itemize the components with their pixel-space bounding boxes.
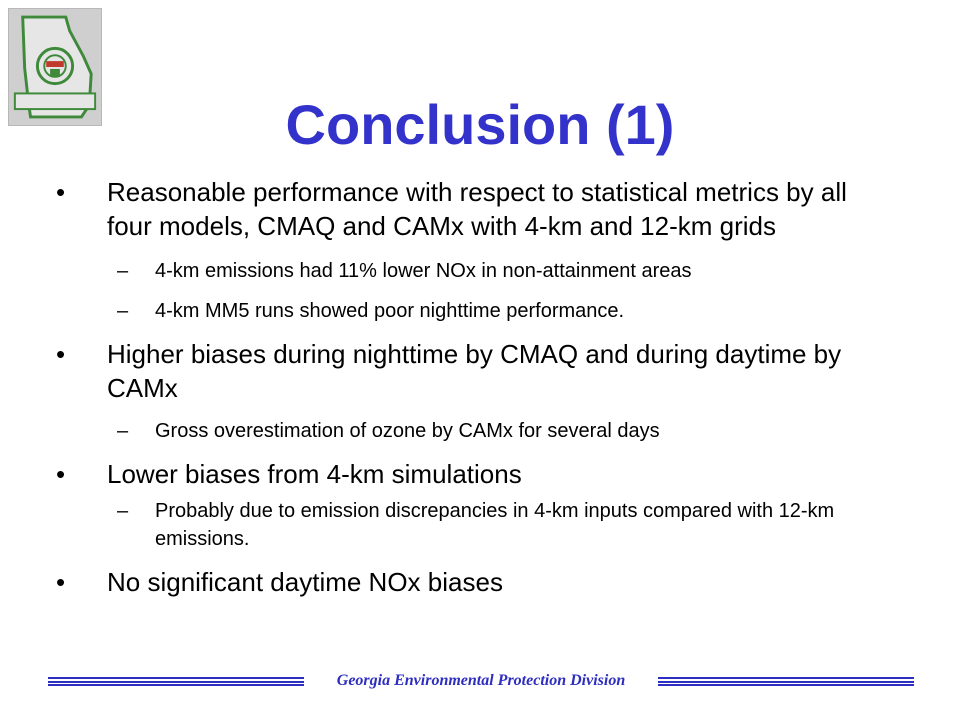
sub-bullet-item bbox=[0, 417, 845, 445]
footer-text: Georgia Environmental Protection Division bbox=[336, 672, 626, 689]
page-title: Conclusion (1) bbox=[285, 93, 675, 156]
bullet-symbol: • bbox=[56, 567, 66, 597]
bullet-symbol: • bbox=[56, 339, 66, 369]
sub-bullet-symbol: – bbox=[117, 500, 129, 522]
sub-bullet-symbol: – bbox=[117, 260, 129, 282]
bullet-text: Lower biases from 4-km simulations bbox=[107, 459, 522, 489]
sub-bullet-item bbox=[0, 297, 845, 325]
bullet-text: Reasonable performance with respect to statistical metrics by all four models, CMAQ and CAMx with 4-km and 12-km grids bbox=[107, 177, 847, 241]
bullet-item bbox=[0, 565, 867, 599]
sub-bullet-text: 4-km MM5 runs showed poor nighttime performance. bbox=[155, 300, 625, 322]
sub-bullet-text: Probably due to emission discrepancies in 4-km inputs compared with 12-km emissions. bbox=[155, 500, 835, 550]
footer-rule-right bbox=[658, 677, 914, 686]
bullet-item bbox=[0, 337, 867, 405]
sub-bullet-text: 4-km emissions had 11% lower NOx in non-attainment areas bbox=[155, 260, 692, 282]
sub-bullet-symbol: – bbox=[117, 420, 129, 442]
bullet-list bbox=[0, 175, 960, 599]
bullet-text: Higher biases during nighttime by CMAQ and during daytime by CAMx bbox=[107, 339, 842, 403]
sub-bullet-symbol: – bbox=[117, 300, 129, 322]
bullet-item bbox=[0, 175, 867, 243]
sub-bullet-text: Gross overestimation of ozone by CAMx for several days bbox=[155, 420, 660, 442]
footer bbox=[48, 674, 914, 688]
bullet-symbol: • bbox=[56, 459, 66, 489]
sub-bullet-item bbox=[0, 497, 845, 553]
bullet-text: No significant daytime NOx biases bbox=[107, 567, 503, 597]
bullet-item bbox=[0, 457, 867, 491]
sub-bullet-item bbox=[0, 257, 845, 285]
footer-rule-left bbox=[48, 677, 304, 686]
bullet-symbol: • bbox=[56, 177, 66, 207]
